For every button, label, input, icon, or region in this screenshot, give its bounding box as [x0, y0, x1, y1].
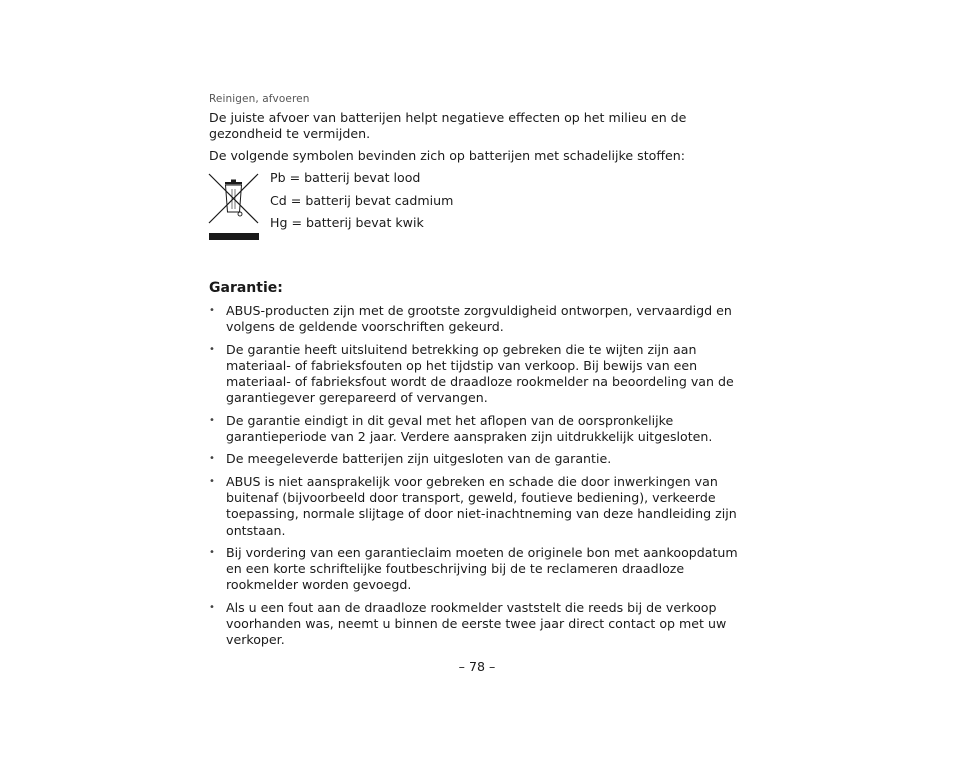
- list-item: [209, 545, 754, 594]
- list-item: [209, 413, 754, 446]
- warranty-list: [209, 303, 754, 655]
- symbol-cd: Cd = batterij bevat cadmium: [270, 193, 454, 208]
- list-item: [209, 474, 754, 539]
- bullet-icon: •: [209, 414, 215, 426]
- list-item-text: De garantie eindigt in dit geval met het aflopen van de oorspronkelijke garantieperiode van 2 jaar. Verdere aanspraken zijn uitdrukkelijk uitgesloten.: [226, 412, 713, 445]
- symbol-pb: Pb = batterij bevat lood: [270, 170, 421, 185]
- list-item-text: Als u een fout aan de draadloze rookmelder vaststelt die reeds bij de verkoop voorhanden was, neemt u binnen de eerste twee jaar direct contact op met uw verkoper.: [226, 599, 727, 648]
- crossed-out-wheelie-bin-icon: [208, 172, 260, 242]
- list-item-text: ABUS is niet aansprakelijk voor gebreken en schade die door inwerkingen van buitenaf (bijvoorbeeld door transport, geweld, foutieve bediening), verkeerde toepassing, normale slijtage of door niet-inachtneming van deze handleiding zijn ontstaan.: [226, 473, 737, 538]
- symbol-hg: Hg = batterij bevat kwik: [270, 215, 424, 230]
- list-item: [209, 342, 754, 407]
- bullet-icon: •: [209, 475, 215, 487]
- list-item-text: ABUS-producten zijn met de grootste zorgvuldigheid ontworpen, vervaardigd en volgens de geldende voorschriften gekeurd.: [226, 303, 732, 335]
- symbols-intro-paragraph: De volgende symbolen bevinden zich op batterijen met schadelijke stoffen:: [209, 148, 685, 163]
- bullet-icon: •: [209, 546, 215, 558]
- bullet-icon: •: [209, 343, 215, 355]
- bullet-icon: •: [209, 601, 215, 613]
- bullet-icon: •: [209, 453, 215, 465]
- list-item: [209, 600, 754, 649]
- list-item: [209, 451, 754, 467]
- page-number: – 78 –: [458, 659, 496, 674]
- list-item-text: Bij vordering van een garantieclaim moeten de originele bon met aankoopdatum en een korte schriftelijke foutbeschrijving bij de te reclameren draadloze rookmelder worden gevoegd.: [226, 544, 738, 593]
- list-item: [209, 303, 754, 336]
- disposal-paragraph: De juiste afvoer van batterijen helpt negatieve effecten op het milieu en de gezondheid te vermijden.: [209, 110, 687, 141]
- list-item-text: De garantie heeft uitsluitend betrekking op gebreken die te wijten zijn aan materiaal- of fabrieksfouten op het tijdstip van verkoop. Bij bewijs van een materiaal- of fabrieksfout wordt de draadloze rookmelder na beoordeling van de garantiegever gerepareerd of vervangen.: [226, 341, 734, 406]
- bullet-icon: •: [209, 305, 215, 316]
- section-label: Reinigen, afvoeren: [209, 93, 310, 105]
- list-item-text: De meegeleverde batterijen zijn uitgesloten van de garantie.: [226, 451, 612, 467]
- warranty-heading: Garantie:: [209, 280, 283, 296]
